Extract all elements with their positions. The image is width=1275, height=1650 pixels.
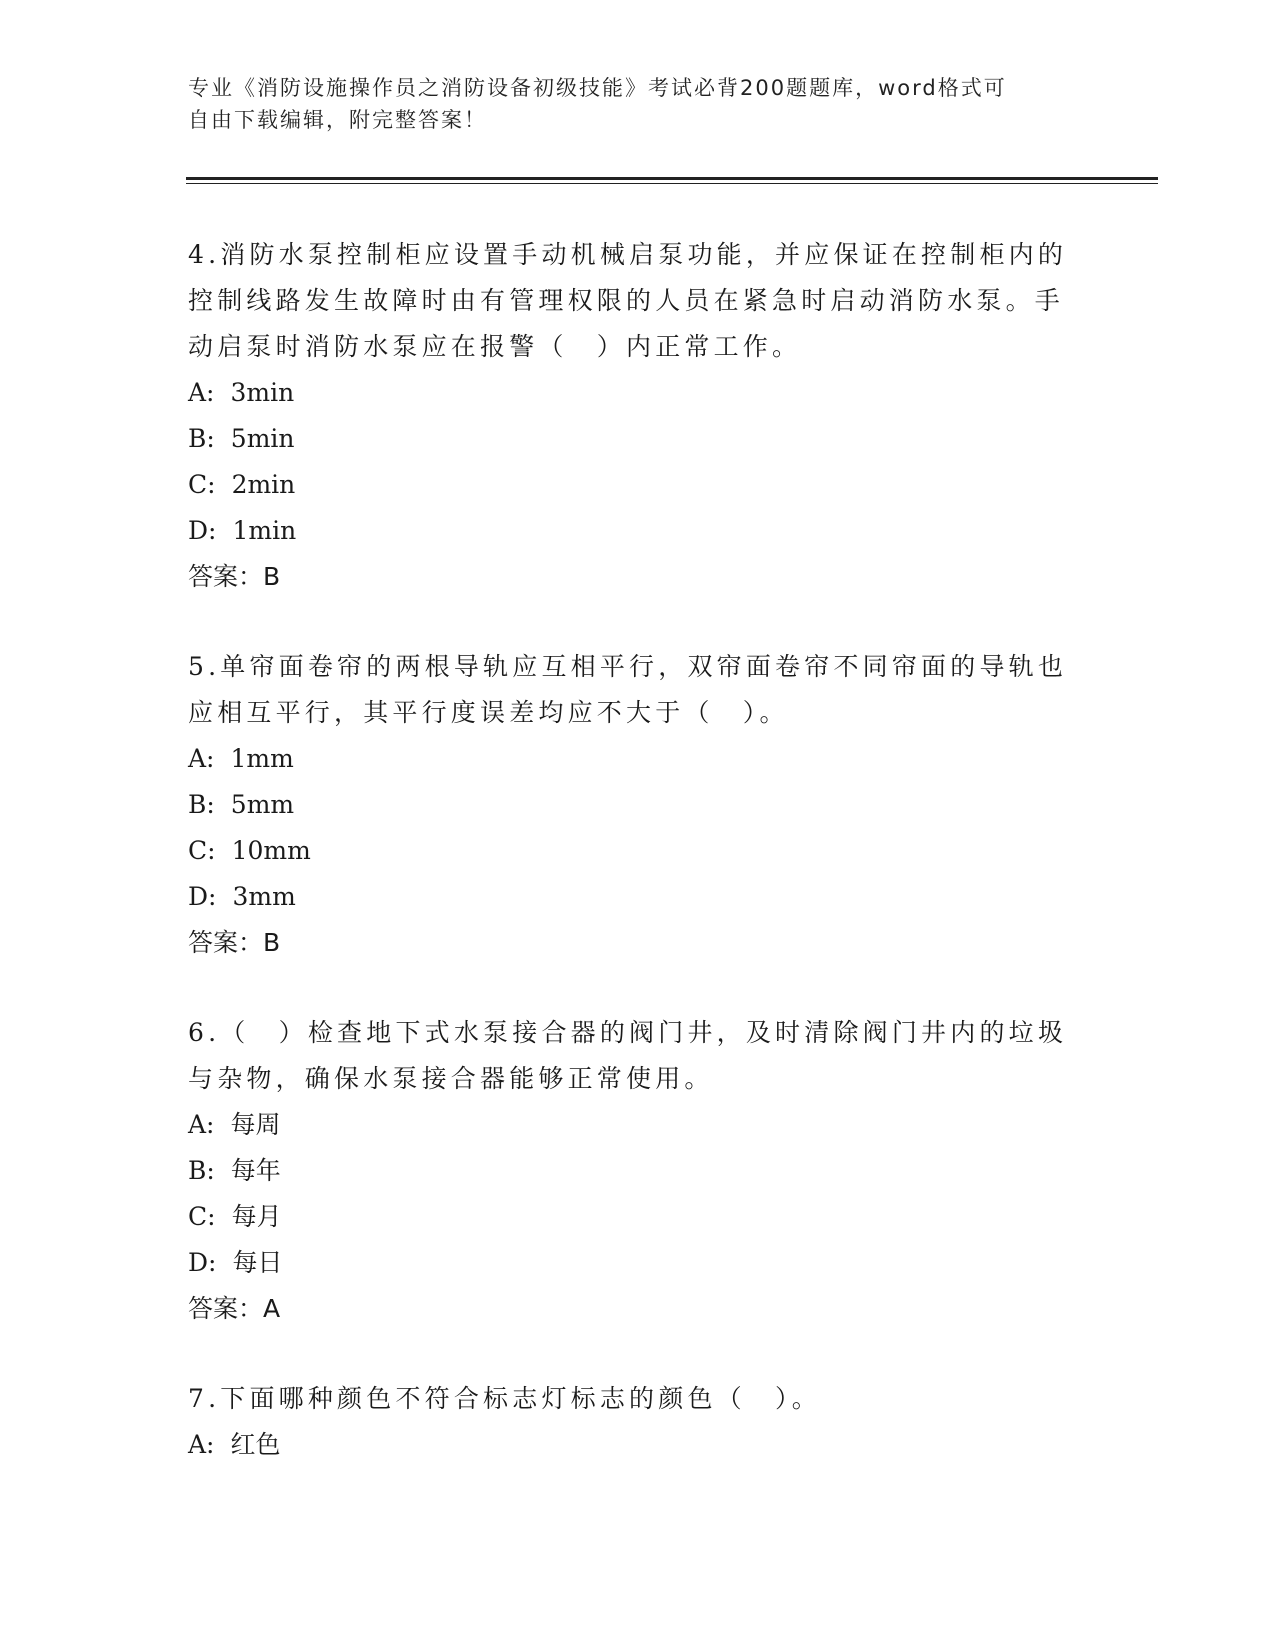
question-line: 控制线路发生故障时由有管理权限的人员在紧急时启动消防水泵。手 (188, 286, 1065, 315)
question-line: 动启泵时消防水泵应在报警（ ）内正常工作。 (188, 332, 802, 361)
option-c (188, 828, 1078, 874)
option-key: C: (188, 836, 216, 865)
option-text: 5min (230, 424, 295, 453)
option-text: 每年 (230, 1156, 281, 1185)
question-5 (188, 644, 1078, 966)
question-6 (188, 1010, 1078, 1332)
option-key: A: (188, 744, 215, 773)
option-c (188, 1194, 1078, 1240)
option-text: 1mm (230, 744, 294, 773)
option-key: A: (188, 1430, 215, 1459)
option-d (188, 874, 1078, 920)
option-d (188, 1240, 1078, 1286)
option-text: 3mm (232, 882, 296, 911)
option-text: 2min (231, 470, 296, 499)
answer-line: 答案：B (188, 928, 281, 957)
option-a (188, 736, 1078, 782)
header-line-1: 专业《消防设施操作员之消防设备初级技能》考试必背200题题库，word格式可 (188, 76, 1007, 100)
option-text: 10mm (231, 836, 311, 865)
question-text (188, 232, 1078, 370)
option-b (188, 1148, 1078, 1194)
option-key: C: (188, 470, 216, 499)
option-text: 5mm (230, 790, 295, 819)
option-key: B: (188, 424, 215, 453)
question-text (188, 644, 1078, 736)
option-key: A: (188, 1110, 215, 1139)
question-line: 5.单帘面卷帘的两根导轨应互相平行，双帘面卷帘不同帘面的导轨也 (188, 652, 1068, 681)
question-line: 与杂物，确保水泵接合器能够正常使用。 (188, 1064, 714, 1093)
option-c (188, 462, 1078, 508)
document-header (188, 72, 1068, 136)
header-line-2: 自由下载编辑，附完整答案！ (188, 108, 487, 132)
question-list (188, 232, 1078, 1512)
option-key: D: (188, 516, 217, 545)
option-text: 每周 (230, 1110, 281, 1139)
question-4 (188, 232, 1078, 600)
option-d (188, 508, 1078, 554)
question-text (188, 1376, 1078, 1422)
option-text: 1min (232, 516, 297, 545)
option-text: 每日 (232, 1248, 283, 1277)
answer-line: 答案：B (188, 562, 281, 591)
option-key: D: (188, 1248, 217, 1277)
header-divider-thin (186, 183, 1158, 184)
answer-line: 答案：A (188, 1294, 281, 1323)
option-key: C: (188, 1202, 216, 1231)
question-line: 4.消防水泵控制柜应设置手动机械启泵功能，并应保证在控制柜内的 (188, 240, 1068, 269)
question-line: 应相互平行，其平行度误差均应不大于（ ）。 (188, 698, 789, 727)
option-key: D: (188, 882, 217, 911)
option-text: 红色 (230, 1430, 281, 1459)
question-text (188, 1010, 1078, 1102)
option-key: A: (188, 378, 215, 407)
question-line: 6.（ ）检查地下式水泵接合器的阀门井，及时清除阀门井内的垃圾 (188, 1018, 1068, 1047)
option-key: B: (188, 790, 215, 819)
option-text: 每月 (231, 1202, 282, 1231)
question-line: 7.下面哪种颜色不符合标志灯标志的颜色（ ）。 (188, 1384, 821, 1413)
option-a (188, 1422, 1078, 1468)
option-b (188, 416, 1078, 462)
option-text: 3min (230, 378, 295, 407)
option-key: B: (188, 1156, 215, 1185)
question-7 (188, 1376, 1078, 1468)
option-a (188, 1102, 1078, 1148)
header-divider-thick (186, 177, 1158, 180)
option-a (188, 370, 1078, 416)
option-b (188, 782, 1078, 828)
